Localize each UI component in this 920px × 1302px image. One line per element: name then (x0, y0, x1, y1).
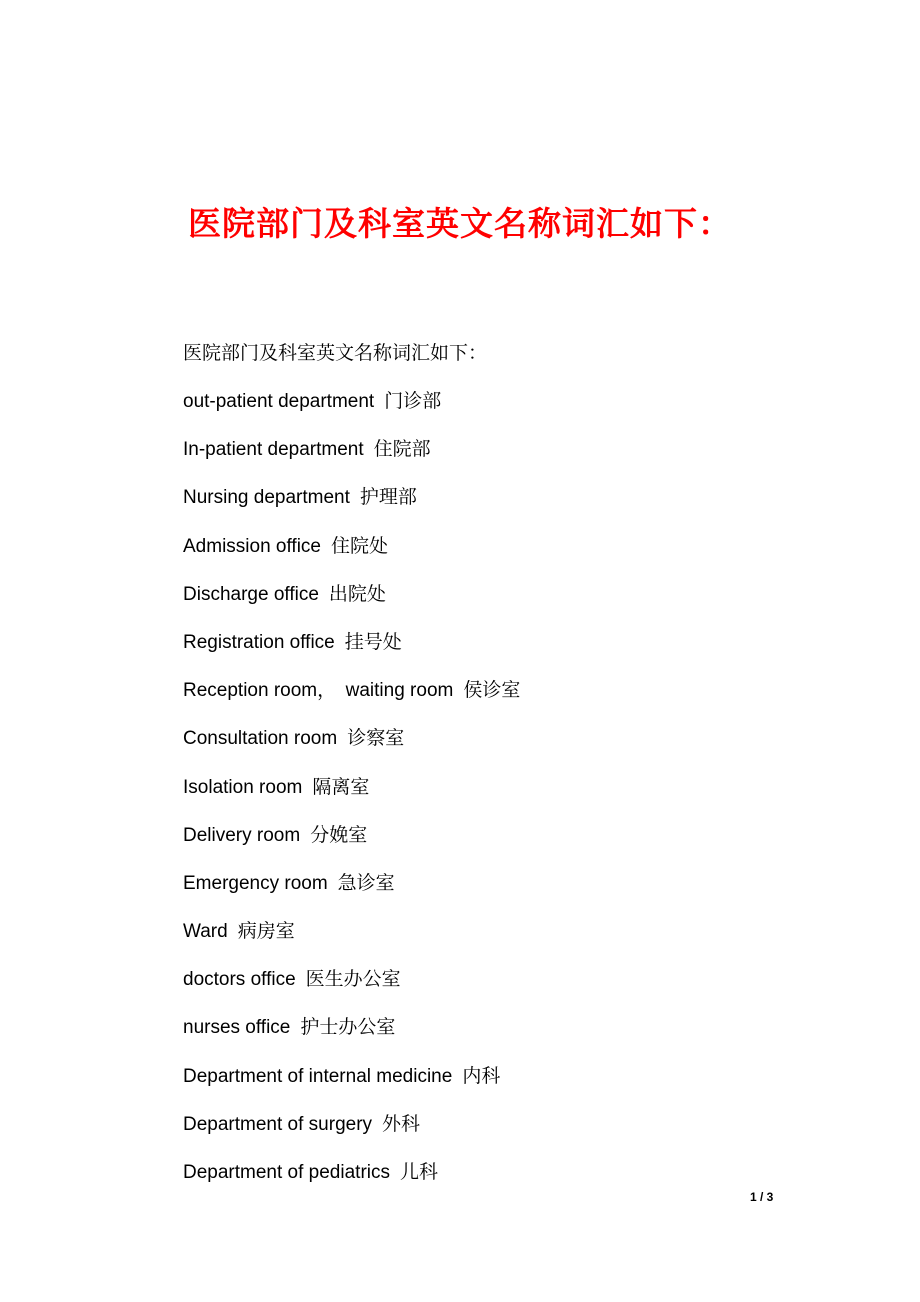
term-chinese: 护士办公室 (300, 1016, 396, 1039)
term-row (183, 531, 520, 579)
term-english: out-patient department (183, 391, 375, 412)
term-english: Emergency room (183, 872, 328, 894)
term-english: Isolation room (183, 776, 303, 798)
term-chinese: 住院部 (373, 438, 431, 461)
document-title: 医院部门及科室英文名称词汇如下： (188, 204, 732, 243)
term-row (183, 772, 520, 820)
term-row (183, 868, 520, 916)
term-chinese: 挂号处 (344, 630, 402, 653)
term-chinese: 护理部 (359, 486, 417, 509)
term-english: In-patient department (183, 439, 364, 461)
term-row (183, 723, 520, 771)
page-number: 1 / 3 (750, 1190, 774, 1204)
term-english: Department of pediatrics (183, 1162, 390, 1183)
term-english: Discharge office (183, 583, 319, 605)
term-row (183, 627, 520, 675)
term-row (183, 820, 520, 868)
term-row (183, 1012, 520, 1060)
term-chinese: 医生办公室 (305, 968, 401, 991)
term-english: Admission office (183, 535, 321, 557)
term-english: nurses office (183, 1017, 291, 1039)
term-english: Delivery room (183, 824, 301, 846)
term-chinese: 病房室 (237, 920, 295, 943)
term-list (183, 386, 520, 1205)
term-english: Consultation room (183, 728, 338, 750)
term-chinese: 诊察室 (347, 727, 405, 750)
term-chinese: 门诊部 (384, 390, 442, 412)
term-chinese: 儿科 (400, 1161, 439, 1183)
term-english: Reception room， waiting room (183, 680, 454, 702)
term-english: doctors office (183, 969, 296, 991)
term-row (183, 482, 520, 530)
term-chinese: 急诊室 (337, 871, 395, 894)
term-row (183, 1157, 520, 1205)
term-chinese: 外科 (382, 1112, 421, 1135)
term-row (183, 579, 520, 627)
term-row (183, 1109, 520, 1157)
term-chinese: 内科 (462, 1064, 501, 1087)
term-english: Registration office (183, 631, 335, 653)
term-row (183, 916, 520, 964)
term-row (183, 675, 520, 723)
term-row (183, 386, 520, 434)
term-chinese: 侯诊室 (463, 679, 521, 702)
term-chinese: 出院处 (328, 582, 386, 605)
term-english: Nursing department (183, 487, 350, 509)
term-row (183, 434, 520, 482)
term-english: Ward (183, 921, 228, 943)
term-chinese: 分娩室 (310, 823, 368, 846)
term-row (183, 964, 520, 1012)
term-chinese: 住院处 (331, 534, 389, 557)
intro-paragraph: 医院部门及科室英文名称词汇如下： (183, 342, 488, 364)
term-chinese: 隔离室 (312, 775, 370, 798)
term-row (183, 1061, 520, 1109)
term-english: Department of surgery (183, 1113, 373, 1135)
term-english: Department of internal medicine (183, 1065, 453, 1087)
